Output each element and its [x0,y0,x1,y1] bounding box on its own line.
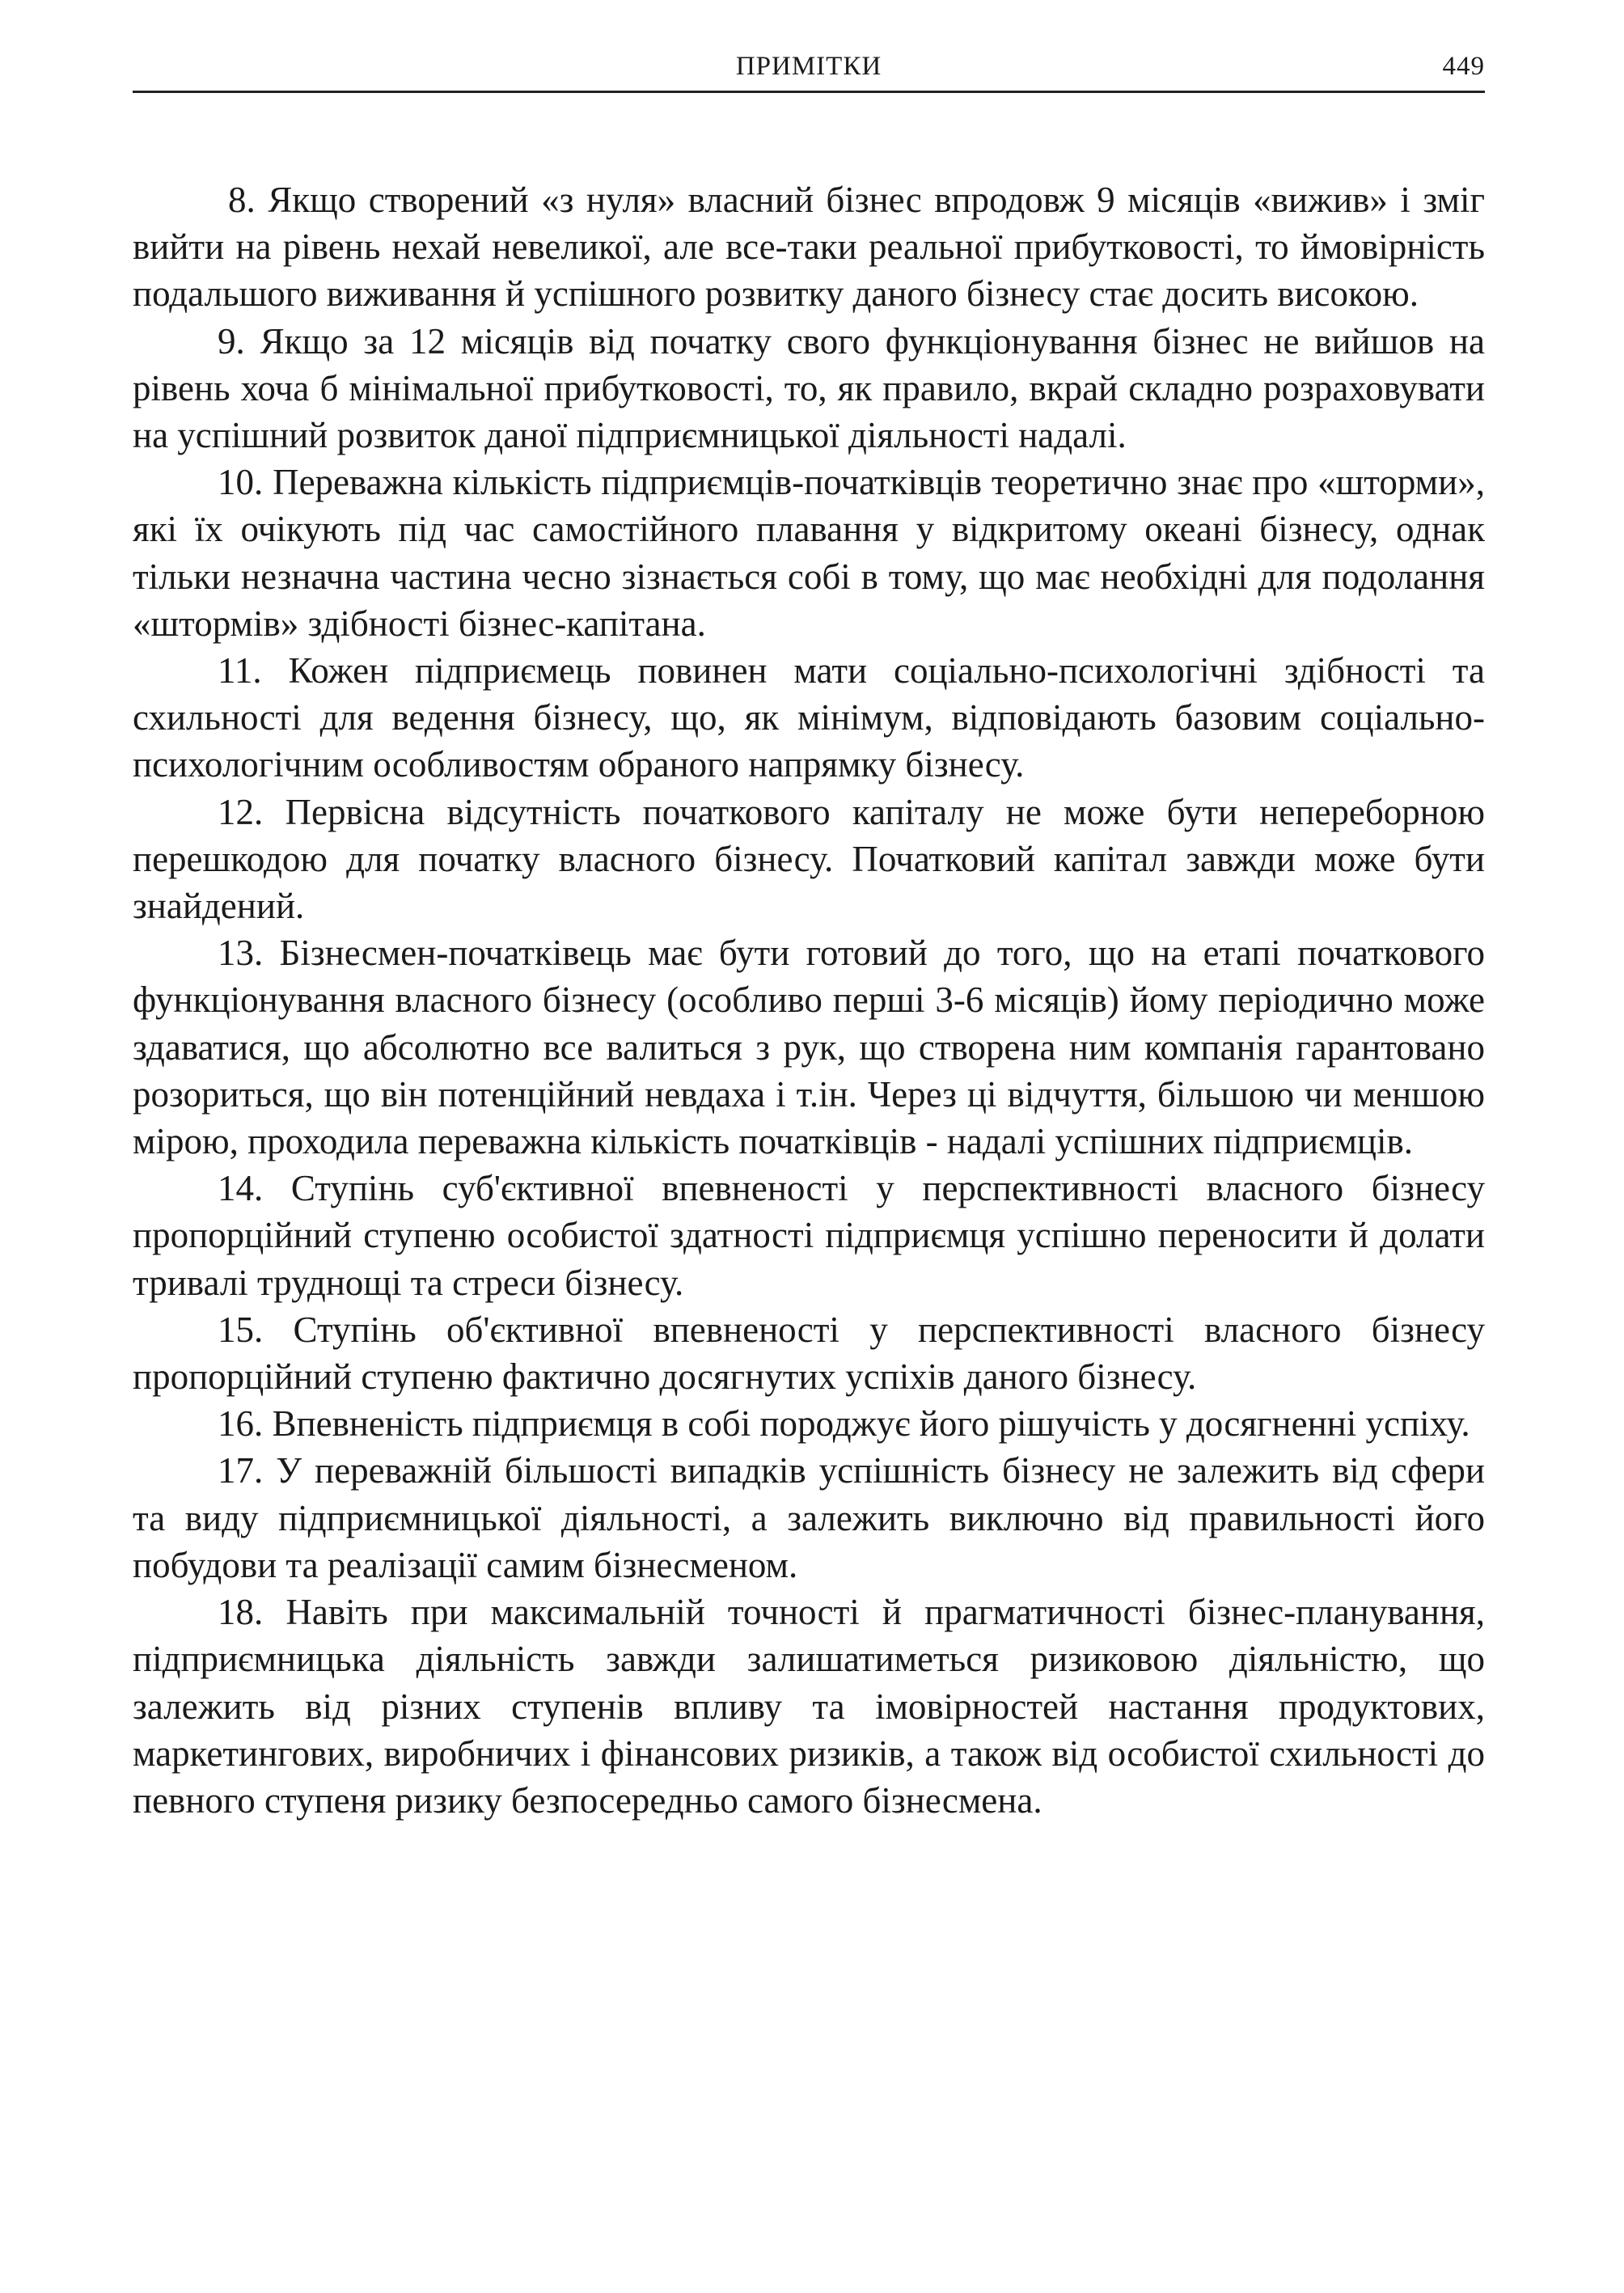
book-page [133,0,1485,2293]
note-paragraph: 12. Первісна відсутність початкового капіталу не може бути непереборною перешкодою для початку власного бізнесу. Початковий капітал завжди може бути знайдений. [133,791,1485,927]
note-paragraph: 18. Навіть при максимальній точності й прагматичності бізнес-планування, підприємницька діяльність завжди залишатиметься ризиковою діяльністю, що залежить від різних ступенів впливу та імовірностей настання продуктових, маркетингових, виробничих і фінансових ризиків, а також від особистої схильності до певного ступеня ризику безпосередньо самого бізнесмена. [133,1592,1485,1821]
note-paragraph: 16. Впевненість підприємця в собі породжує його рішучість у досягненні успіху. [218,1403,1470,1445]
note-paragraph: 13. Бізнесмен-початківець має бути готовий до того, що на етапі початкового функціонування власного бізнесу (особливо перші 3-6 місяців) йому періодично може здаватися, що абсолютно все валиться з рук, що створена ним компанія гарантовано розориться, що він потенційний невдаха і т.ін. Через ці відчуття, більшою чи меншою мірою, проходила переважна кількість початківців - надалі успішних підприємців. [133,933,1485,1162]
note-paragraph: 15. Ступінь об'єктивної впевненості у перспективності власного бізнесу пропорційний ступеню фактично досягнутих успіхів даного бізнесу. [133,1309,1485,1398]
page-number: 449 [1442,52,1485,81]
note-paragraph: 17. У переважній більшості випадків успішність бізнесу не залежить від сфери та виду підприємницької діяльності, а залежить виключно від правильності його побудови та реалізації самим бізнесменом. [133,1450,1485,1585]
note-paragraph: 11. Кожен підприємець повинен мати соціально-психологічні здібності та схильності для ведення бізнесу, що, як мінімум, відповідають базовим соціально-психологічним особливостям обраного напрямку бізнесу. [133,650,1485,785]
notes-text [133,176,1485,1824]
note-paragraph: 9. Якщо за 12 місяців від початку свого функціонування бізнес не вийшов на рівень хоча б мінімальної прибутковості, то, як правило, вкрай складно розраховувати на успішний розвиток даної підприємницької діяльності надалі. [133,320,1485,456]
running-header [133,50,1485,93]
note-paragraph: 14. Ступінь суб'єктивної впевненості у перспективності власного бізнесу пропорційний ступеню особистої здатності підприємця успішно переносити й долати тривалі труднощі та стреси бізнесу. [133,1168,1485,1303]
header-title: ПРИМІТКИ [735,52,882,81]
note-paragraph: 10. Переважна кількість підприємців-початківців теоретично знає про «шторми», які їх очікують під час самостійного плавання у відкритому океані бізнесу, однак тільки незначна частина чесно зізнається собі в тому, що має необхідні для подолання «штормів» здібності бізнес-капітана. [133,462,1485,644]
note-paragraph: 8. Якщо створений «з нуля» власний бізнес впродовж 9 місяців «вижив» і зміг вийти на рівень нехай невеликої, але все-таки реальної прибутковості, то ймовірність подальшого виживання й успішного розвитку даного бізнесу стає досить високою. [133,180,1485,315]
